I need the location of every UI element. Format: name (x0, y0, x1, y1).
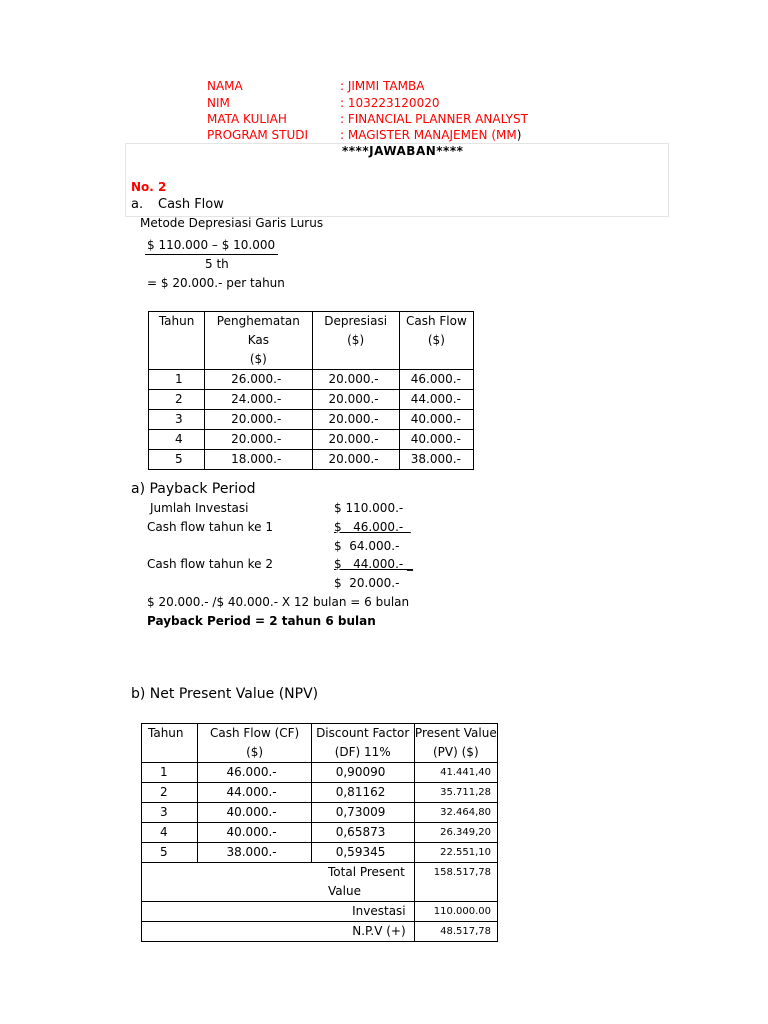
section-number: No. 2 (131, 180, 167, 194)
table-row (142, 803, 498, 823)
npv-table (141, 723, 498, 942)
cell: 2 (149, 390, 205, 410)
cell: 0,59345 (311, 843, 414, 863)
npv-heading: b) Net Present Value (NPV) (131, 686, 319, 702)
cell: 1 (142, 763, 198, 783)
fraction-line (145, 254, 278, 255)
header-depresiasi: Depresiasi ($) (312, 312, 399, 370)
cell: 5 (149, 450, 205, 470)
cell: 40.000.- (399, 410, 473, 430)
depreciation-numerator: $ 110.000 – $ 10.000 (147, 238, 276, 252)
cell: 40.000.- (198, 823, 311, 843)
investasi-label: Investasi (142, 902, 415, 922)
label-mata-kuliah: MATA KULIAH (207, 112, 287, 126)
cell: 20.000.- (312, 430, 399, 450)
cell: 40.000.- (399, 430, 473, 450)
cell: 20.000.- (312, 410, 399, 430)
header-penghematan: Penghematan Kas ($) (205, 312, 312, 370)
payback-heading: a) Payback Period (131, 481, 256, 497)
payback-value-4: $ 44.000.- _ (334, 557, 414, 571)
table-row (149, 450, 474, 470)
cell: 20.000.- (312, 390, 399, 410)
cell: 35.711,28 (414, 783, 497, 803)
cell: 3 (149, 410, 205, 430)
header-tahun: Tahun (149, 312, 205, 370)
cell: 0,73009 (311, 803, 414, 823)
cell: 46.000.- (399, 370, 473, 390)
table-row (149, 410, 474, 430)
payback-value-2: $ 46.000.- (334, 520, 411, 534)
cashflow-table (148, 311, 474, 470)
depreciation-denominator: 5 th (205, 257, 229, 271)
cell: 40.000.- (198, 803, 311, 823)
payback-label-4: Cash flow tahun ke 2 (147, 557, 273, 571)
label-nama: NAMA (207, 79, 243, 93)
depreciation-result: = $ 20.000.- per tahun (147, 276, 285, 290)
cell: 38.000.- (399, 450, 473, 470)
investasi-row (142, 902, 498, 922)
table-row (142, 763, 498, 783)
cell: 38.000.- (198, 843, 311, 863)
cell: 20.000.- (312, 450, 399, 470)
table-header-row (142, 724, 498, 763)
method-text: Metode Depresiasi Garis Lurus (140, 216, 324, 230)
cell: 4 (149, 430, 205, 450)
cell: 2 (142, 783, 198, 803)
value-nama: : JIMMI TAMBA (340, 79, 425, 93)
payback-value-3: $ 64.000.- (334, 539, 400, 553)
cell: 26.000.- (205, 370, 312, 390)
payback-label-1: Jumlah Investasi (150, 501, 249, 515)
cell: 0,90090 (311, 763, 414, 783)
cell: 20.000.- (205, 410, 312, 430)
cell: 0,65873 (311, 823, 414, 843)
cell: 0,81162 (311, 783, 414, 803)
value-nim: : 103223120020 (340, 96, 440, 110)
cell: 26.349,20 (414, 823, 497, 843)
cell: 44.000.- (198, 783, 311, 803)
cell: 44.000.- (399, 390, 473, 410)
jawaban-title: ****JAWABAN**** (342, 144, 464, 158)
header-cash-flow: Cash Flow (CF) ($) (198, 724, 311, 763)
total-present-value-label: Total Present Value (142, 863, 415, 902)
cell: 5 (142, 843, 198, 863)
cell: 4 (142, 823, 198, 843)
table-row (142, 783, 498, 803)
header-tahun: Tahun (142, 724, 198, 763)
cell: 32.464,80 (414, 803, 497, 823)
payback-result: Payback Period = 2 tahun 6 bulan (147, 614, 376, 628)
cell: 22.551,10 (414, 843, 497, 863)
cell: 3 (142, 803, 198, 823)
total-present-value-row (142, 863, 498, 902)
cashflow-heading-number: a. (131, 197, 144, 212)
npv-value: 48.517,78 (414, 922, 497, 942)
header-present-value: Present Value (PV) ($) (414, 724, 497, 763)
payback-value-1: $ 110.000.- (334, 501, 404, 515)
investasi-value: 110.000.00 (414, 902, 497, 922)
cell: 1 (149, 370, 205, 390)
value-program-studi: : MAGISTER MANAJEMEN (MM) (340, 128, 522, 142)
label-nim: NIM (207, 96, 230, 110)
header-discount-factor: Discount Factor (DF) 11% (311, 724, 414, 763)
total-present-value: 158.517,78 (414, 863, 497, 902)
npv-row (142, 922, 498, 942)
cell: 41.441,40 (414, 763, 497, 783)
table-header-row (149, 312, 474, 370)
payback-label-2: Cash flow tahun ke 1 (147, 520, 273, 534)
cell: 24.000.- (205, 390, 312, 410)
cell: 20.000.- (205, 430, 312, 450)
payback-value-5: $ 20.000.- (334, 576, 400, 590)
value-mata-kuliah: : FINANCIAL PLANNER ANALYST (340, 112, 528, 126)
payback-calc: $ 20.000.- /$ 40.000.- X 12 bulan = 6 bulan (147, 595, 410, 609)
cashflow-heading: Cash Flow (158, 197, 224, 212)
table-row (149, 390, 474, 410)
table-row (149, 370, 474, 390)
header-cashflow: Cash Flow ($) (399, 312, 473, 370)
table-row (149, 430, 474, 450)
label-program-studi: PROGRAM STUDI (207, 128, 309, 142)
table-row (142, 823, 498, 843)
cell: 18.000.- (205, 450, 312, 470)
npv-label: N.P.V (+) (142, 922, 415, 942)
table-row (142, 843, 498, 863)
cell: 20.000.- (312, 370, 399, 390)
cell: 46.000.- (198, 763, 311, 783)
